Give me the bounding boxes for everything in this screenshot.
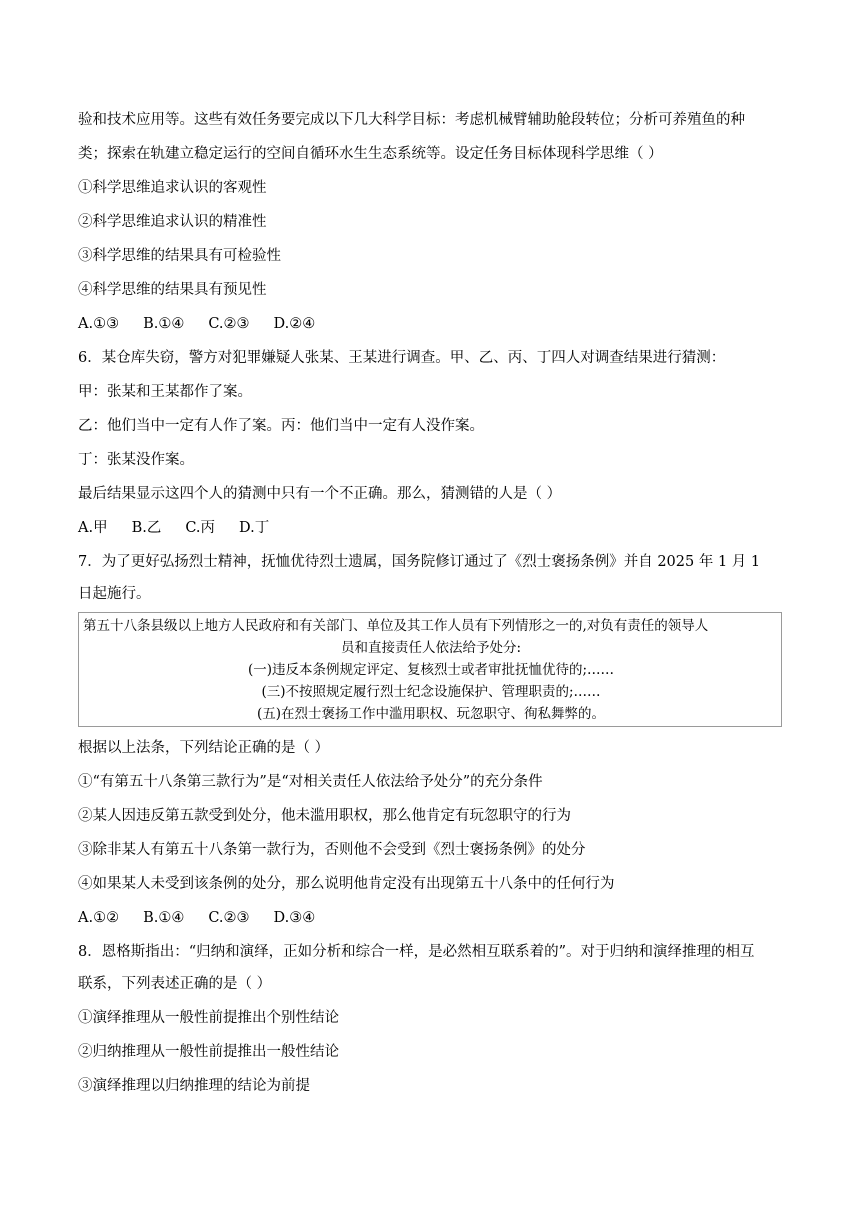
law-text: (三)不按照规定履行烈士纪念设施保护、管理职责的;…… bbox=[261, 684, 601, 700]
option: B.①④ bbox=[143, 910, 185, 926]
option: D.③④ bbox=[273, 910, 316, 926]
statement: ②归纳推理从一般性前提推出一般性结论 bbox=[78, 1044, 339, 1060]
statement: ④如果某人未受到该条例的处分，那么说明他肯定没有出现第五十八条中的任何行为 bbox=[78, 876, 615, 892]
statement: ①演绎推理从一般性前提推出个别性结论 bbox=[78, 1010, 339, 1026]
statement: ①“有第五十八条第三款行为”是“对相关责任人依法给予处分”的充分条件 bbox=[78, 774, 543, 790]
option: A.①③ bbox=[78, 316, 120, 332]
statement: ④科学思维的结果具有预见性 bbox=[78, 282, 267, 298]
statement: ③除非某人有第五十八条第一款行为，否则他不会受到《烈士褒扬条例》的处分 bbox=[78, 842, 586, 858]
text-line: 类；探索在轨建立稳定运行的空间自循环水生生态系统等。设定任务目标体现科学思维（ ） bbox=[78, 146, 663, 162]
option: B.①④ bbox=[143, 316, 185, 332]
option: D.丁 bbox=[239, 520, 270, 536]
answer-options bbox=[78, 908, 339, 928]
option: B.乙 bbox=[131, 520, 162, 536]
law-excerpt-box bbox=[78, 612, 782, 727]
option: A.①② bbox=[78, 910, 120, 926]
text-line: 丁：张某没作案。 bbox=[78, 452, 194, 468]
statement: ②科学思维追求认识的精准性 bbox=[78, 214, 267, 230]
option: A.甲 bbox=[78, 520, 108, 536]
question-6: 6．某仓库失窃，警方对犯罪嫌疑人张某、王某进行调查。甲、乙、丙、丁四人对调查结果进行猜测： bbox=[78, 350, 726, 366]
law-text: (一)违反本条例规定评定、复核烈士或者审批抚恤优待的;…… bbox=[247, 662, 615, 678]
option: C.②③ bbox=[208, 316, 250, 332]
text-line: 日起施行。 bbox=[78, 586, 151, 602]
answer-options bbox=[78, 314, 339, 334]
text-line: 最后结果显示这四个人的猜测中只有一个不正确。那么，猜测错的人是（ ） bbox=[78, 486, 562, 502]
law-text: 第五十八条县级以上地方人民政府和有关部门、单位及其工作人员有下列情形之一的,对负有责任的领导人 bbox=[83, 618, 709, 634]
statement: ②某人因违反第五款受到处分，他未滥用职权，那么他肯定有玩忽职守的行为 bbox=[78, 808, 571, 824]
text-line: 乙：他们当中一定有人作了案。丙：他们当中一定有人没作案。 bbox=[78, 418, 484, 434]
question-7: 7．为了更好弘扬烈士精神，抚恤优待烈士遗属，国务院修订通过了《烈士褒扬条例》并自 2025 年 1 月 1 bbox=[78, 554, 761, 570]
option: C.②③ bbox=[208, 910, 250, 926]
statement: ③演绎推理以归纳推理的结论为前提 bbox=[78, 1078, 310, 1094]
text-line: 联系，下列表述正确的是（ ） bbox=[78, 976, 272, 992]
statement: ①科学思维追求认识的客观性 bbox=[78, 180, 267, 196]
question-8: 8．恩格斯指出：“归纳和演绎，正如分析和综合一样，是必然相互联系着的”。对于归纳和演绎推理的相互 bbox=[78, 944, 755, 960]
option: C.丙 bbox=[185, 520, 216, 536]
answer-options bbox=[78, 518, 293, 538]
option: D.②④ bbox=[273, 316, 316, 332]
law-text: 员和直接责任人依法给予处分: bbox=[340, 640, 522, 656]
text-line: 验和技术应用等。这些有效任务要完成以下几大科学目标：考虑机械臂辅助舱段转位；分析可养殖鱼的种 bbox=[78, 112, 745, 128]
statement: ③科学思维的结果具有可检验性 bbox=[78, 248, 281, 264]
text-line: 根据以上法条，下列结论正确的是（ ） bbox=[78, 740, 330, 756]
law-text: (五)在烈士褒扬工作中滥用职权、玩忽职守、徇私舞弊的。 bbox=[256, 706, 606, 722]
text-line: 甲：张某和王某都作了案。 bbox=[78, 384, 252, 400]
